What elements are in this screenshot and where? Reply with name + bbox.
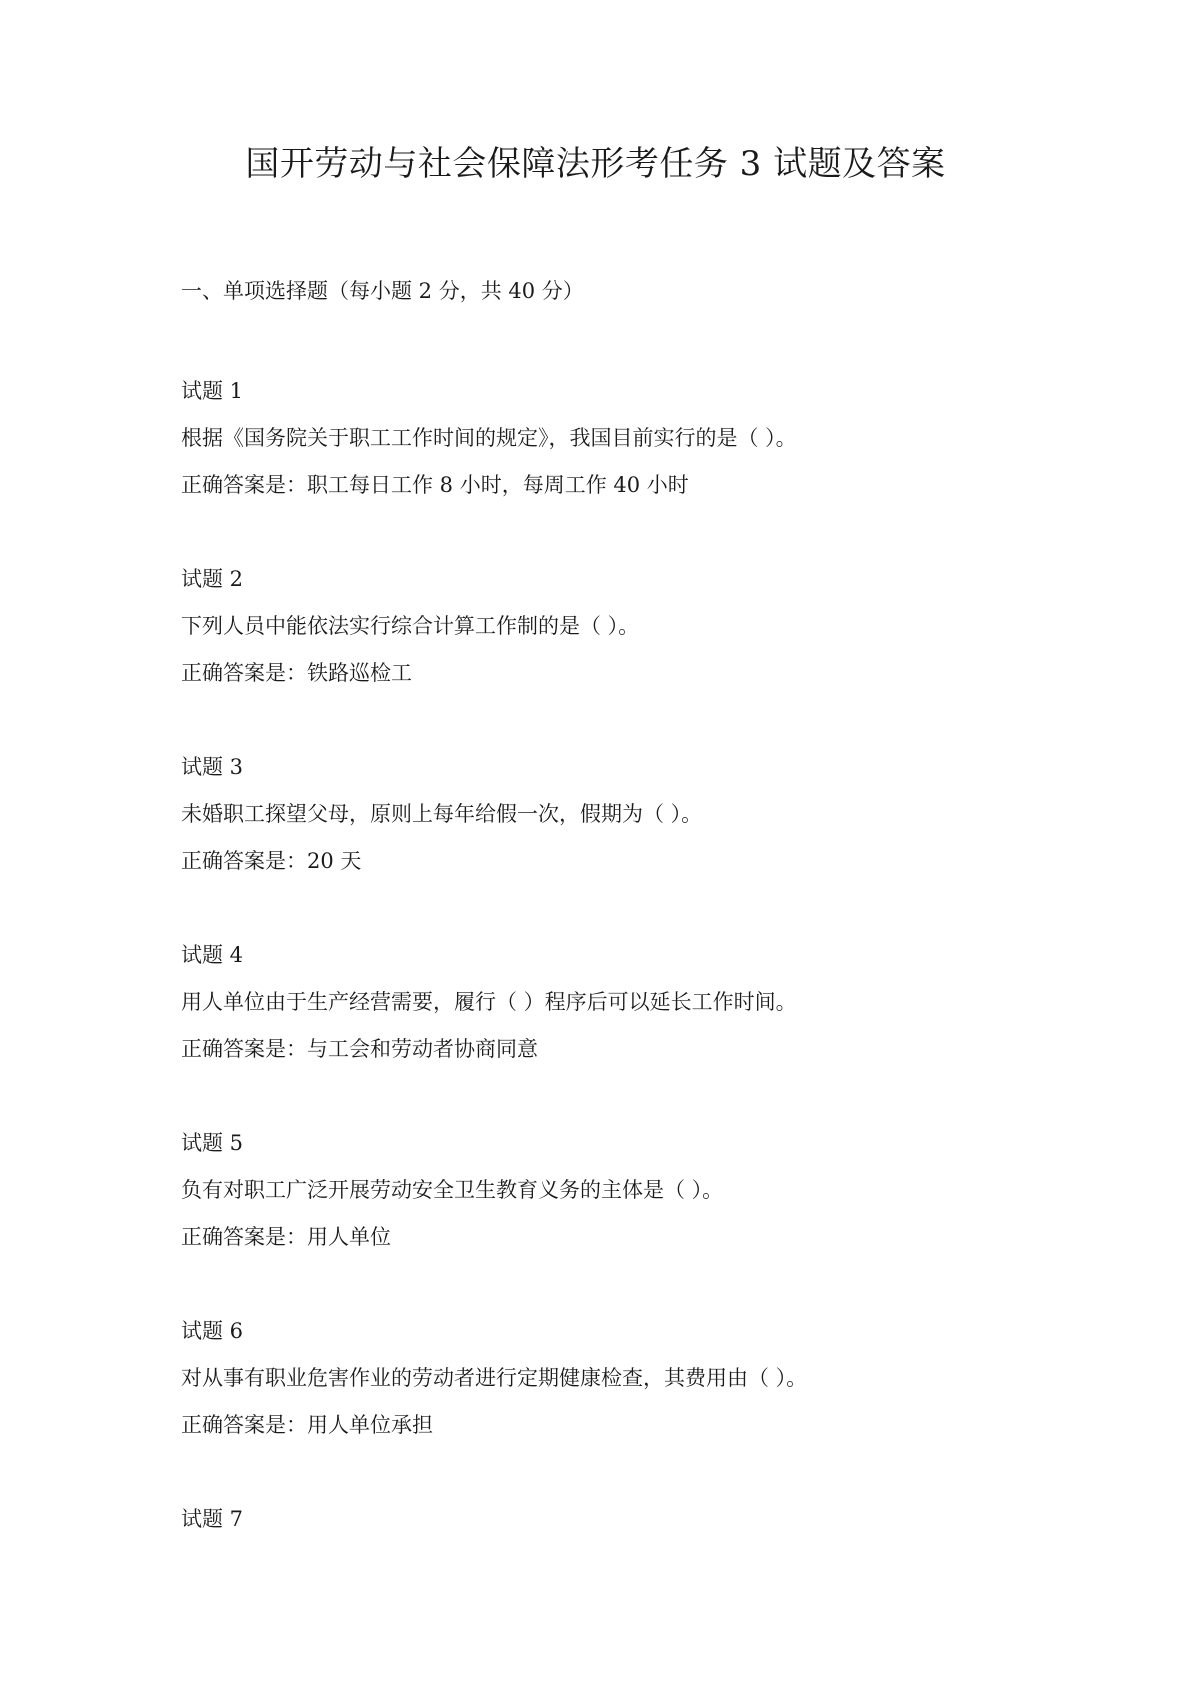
answer-prefix: 正确答案是： (181, 1037, 307, 1061)
question-answer (181, 838, 1081, 885)
answer-text: 职工每日工作 8 小时，每周工作 40 小时 (307, 473, 689, 497)
question-answer (181, 1214, 1081, 1261)
question-label: 试题 6 (181, 1319, 244, 1343)
answer-text: 用人单位 (307, 1225, 391, 1249)
question-stem: 用人单位由于生产经营需要，履行（ ）程序后可以延长工作时间。 (181, 990, 797, 1014)
question-stem: 未婚职工探望父母，原则上每年给假一次，假期为（ ）。 (181, 802, 703, 826)
question-label: 试题 3 (181, 755, 244, 779)
question-answer (181, 1026, 1081, 1073)
question-label: 试题 1 (181, 379, 244, 403)
question-answer (181, 1402, 1081, 1449)
answer-prefix: 正确答案是： (181, 1413, 307, 1437)
answer-text: 20 天 (307, 849, 362, 873)
question-stem: 根据《国务院关于职工工作时间的规定》，我国目前实行的是（ ）。 (181, 426, 797, 450)
answer-prefix: 正确答案是： (181, 661, 307, 685)
question-answer (181, 650, 1081, 697)
section-heading: 一、单项选择题（每小题 2 分，共 40 分） (181, 279, 584, 303)
question-list (181, 368, 1081, 1684)
question-item (181, 1496, 1081, 1684)
answer-prefix: 正确答案是： (181, 849, 307, 873)
answer-text: 铁路巡检工 (307, 661, 412, 685)
question-label: 试题 7 (181, 1507, 244, 1531)
question-item (181, 556, 1081, 744)
question-item (181, 368, 1081, 556)
question-label: 试题 5 (181, 1131, 244, 1155)
question-answer (181, 462, 1081, 509)
question-stem: 负有对职工广泛开展劳动安全卫生教育义务的主体是（ ）。 (181, 1178, 724, 1202)
question-stem: 下列人员中能依法实行综合计算工作制的是（ ）。 (181, 614, 640, 638)
question-item (181, 1120, 1081, 1308)
document-title: 国开劳动与社会保障法形考任务 3 试题及答案 (245, 144, 946, 184)
question-item (181, 744, 1081, 932)
question-item (181, 1308, 1081, 1496)
answer-prefix: 正确答案是： (181, 473, 307, 497)
question-stem: 对从事有职业危害作业的劳动者进行定期健康检查，其费用由（ ）。 (181, 1366, 808, 1390)
answer-text: 用人单位承担 (307, 1413, 433, 1437)
question-label: 试题 2 (181, 567, 244, 591)
answer-prefix: 正确答案是： (181, 1225, 307, 1249)
answer-text: 与工会和劳动者协商同意 (307, 1037, 538, 1061)
question-item (181, 932, 1081, 1120)
question-label: 试题 4 (181, 943, 244, 967)
